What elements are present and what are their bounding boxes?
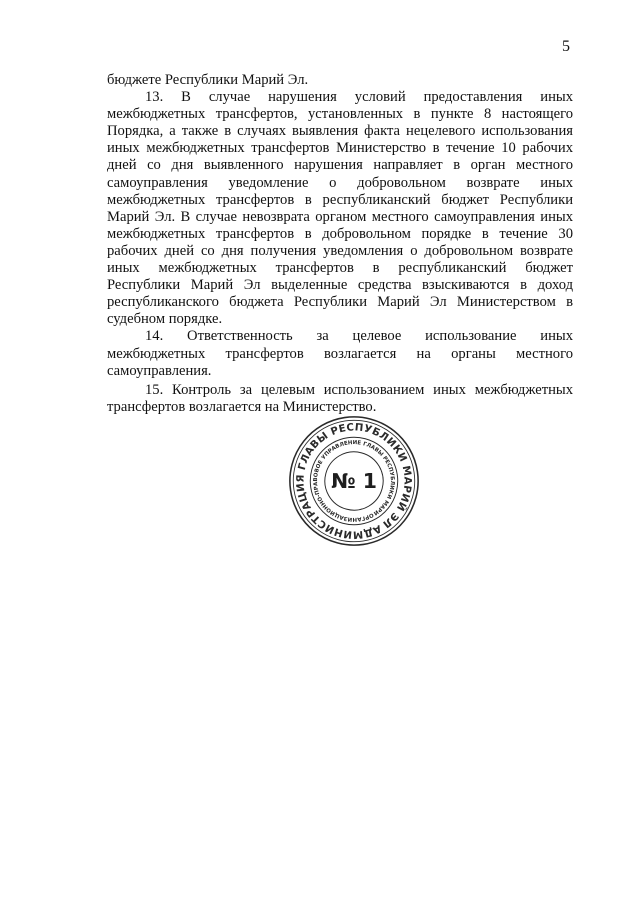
seal-number: № 1 <box>331 468 377 493</box>
official-seal <box>286 413 422 549</box>
paragraph-continuation: бюджете Республики Марий Эл. <box>107 72 309 88</box>
seal-inner-text: ОРГАНИЗАЦИОННО-ПРАВОВОЕ УПРАВЛЕНИЕ ГЛАВЫ РЕСПУБЛИКИ МАРИЙ <box>313 440 395 522</box>
seal-graphic <box>286 413 422 549</box>
seal-outer-text: АДМИНИСТРАЦИЯ ГЛАВЫ РЕСПУБЛИКИ МАРИЙ ЭЛ <box>295 422 413 540</box>
paragraph-14: 14. Ответственность за целевое использование иных межбюджетных трансфертов возлагается на органы местного самоуправления. <box>107 328 573 379</box>
page-number: 5 <box>562 38 570 55</box>
paragraph-15: 15. Контроль за целевым использованием иных межбюджетных трансфертов возлагается на Министерство. <box>107 381 573 415</box>
paragraph-13: 13. В случае нарушения условий предоставления иных межбюджетных трансфертов, установленных в пункте 8 настоящего Порядка, а также в случаях выявления факта нецелевого использования иных межбюджетных трансфертов Министерство в течение 10 рабочих дней со дня выявленного нарушения направляет в орган местного самоуправления уведомление о добровольном возврате иных межбюджетных трансфертов в республиканский бюджет Республики Марий Эл. В случае невозврата органом местного самоуправления иных межбюджетных трансфертов в добровольном порядке в течение 30 рабочих дней со дня получения уведомления о добровольном возврате иных межбюджетных трансфертов в республиканский бюджет Республики Марий Эл выделенные средства взыскиваются в доход республиканского бюджета Республики Марий Эл Министерством в судебном порядке. <box>107 89 573 328</box>
document-body <box>107 72 573 416</box>
